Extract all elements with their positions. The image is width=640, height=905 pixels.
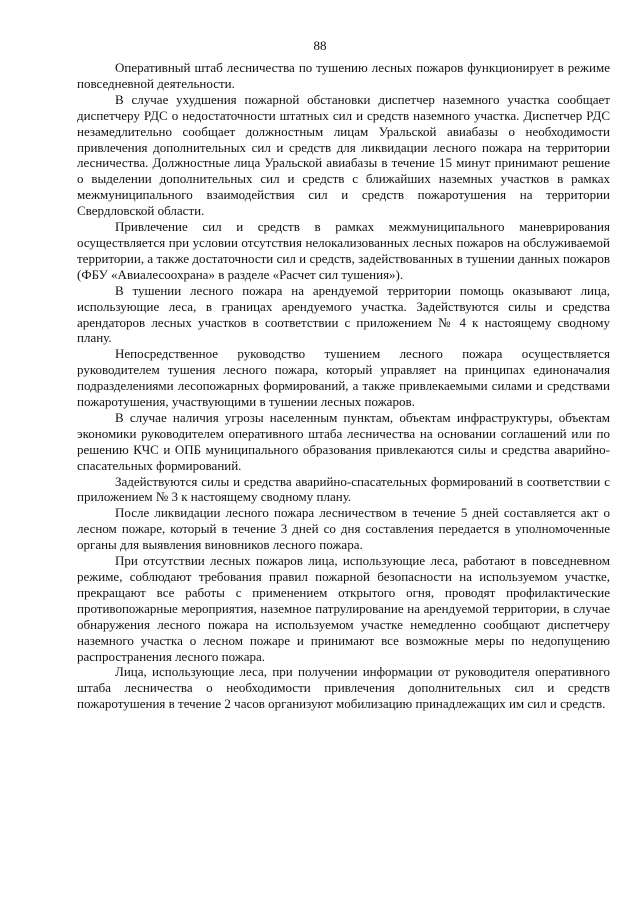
paragraph: В случае наличия угрозы населенным пунктам, объектам инфраструктуры, объектам экономики руководителем оперативного штаба лесничества на основании соглашений или по решению КЧС и ОПБ муниципального образования привлекаются силы и средства аварийно-спасательных формирований. xyxy=(77,409,610,473)
paragraph: Лица, использующие леса, при получении информации от руководителя оперативного штаба лесничества о необходимости привлечения дополнительных сил и средств пожаротушения в течение 2 часов организуют мобилизацию принадлежащих им сил и средств. xyxy=(77,664,610,712)
paragraph: Привлечение сил и средств в рамках межмуниципального маневрирования осуществляется при условии отсутствия нелокализованных лесных пожаров на обслуживаемой территории, а также достаточности сил и средств, задействованных в тушении данных пожаров (ФБУ «Авиалесоохрана» в разделе «Расчет сил тушения»). xyxy=(77,219,610,282)
paragraph: После ликвидации лесного пожара лесничеством в течение 5 дней составляется акт о лесном пожаре, который в течение 3 дней со дня составления передается в уполномоченные органы для выявления виновников лесного пожара. xyxy=(77,505,610,553)
paragraph: Непосредственное руководство тушением лесного пожара осуществляется руководителем тушения лесного пожара, который управляет на принципах единоначалия подразделениями лесопожарных формирований, а также привлекаемыми силами и средствами пожаротушения, участвующими в тушении лесных пожаров. xyxy=(77,346,610,410)
page-number: 88 xyxy=(313,38,327,53)
paragraph: Оперативный штаб лесничества по тушению лесных пожаров функционирует в режиме повседневной деятельности. xyxy=(77,60,610,91)
paragraph: В тушении лесного пожара на арендуемой территории помощь оказывают лица, использующие леса, в границах арендуемого участка. Задействуются силы и средства арендаторов лесных участков в соответствии с приложением № 4 к настоящему сводному плану. xyxy=(77,282,610,346)
paragraph: При отсутствии лесных пожаров лица, использующие леса, работают в повседневном режиме, соблюдают требования правил пожарной безопасности на используемом участке, прекращают все работы с применением открытого огня, проводят профилактические противопожарные мероприятия, наземное патрулирование на арендуемой территории, в случае обнаружения лесного пожара на используемом участке немедленно сообщают диспетчеру наземного участка о лесном пожаре и принимают все возможные меры по недопущению распространения лесного пожара. xyxy=(77,553,610,664)
paragraph: Задействуются силы и средства аварийно-спасательных формирований в соответствии с приложением № 3 к настоящему сводному плану. xyxy=(77,473,610,505)
document-body xyxy=(77,60,610,712)
paragraph: В случае ухудшения пожарной обстановки диспетчер наземного участка сообщает диспетчеру РДС о недостаточности штатных сил и средств наземного участка. Диспетчер РДС незамедлительно сообщает должностным лицам Уральской авиабазы о необходимости привлечения дополнительных сил и средств для ликвидации лесного пожара на территории лесничества. Должностные лица Уральской авиабазы в течение 15 минут принимают решение о выделении дополнительных сил и средств с ближайших наземных участков в рамках межмуниципального взаимодействия сил и средств пожаротушения на территории Свердловской области. xyxy=(77,91,610,219)
